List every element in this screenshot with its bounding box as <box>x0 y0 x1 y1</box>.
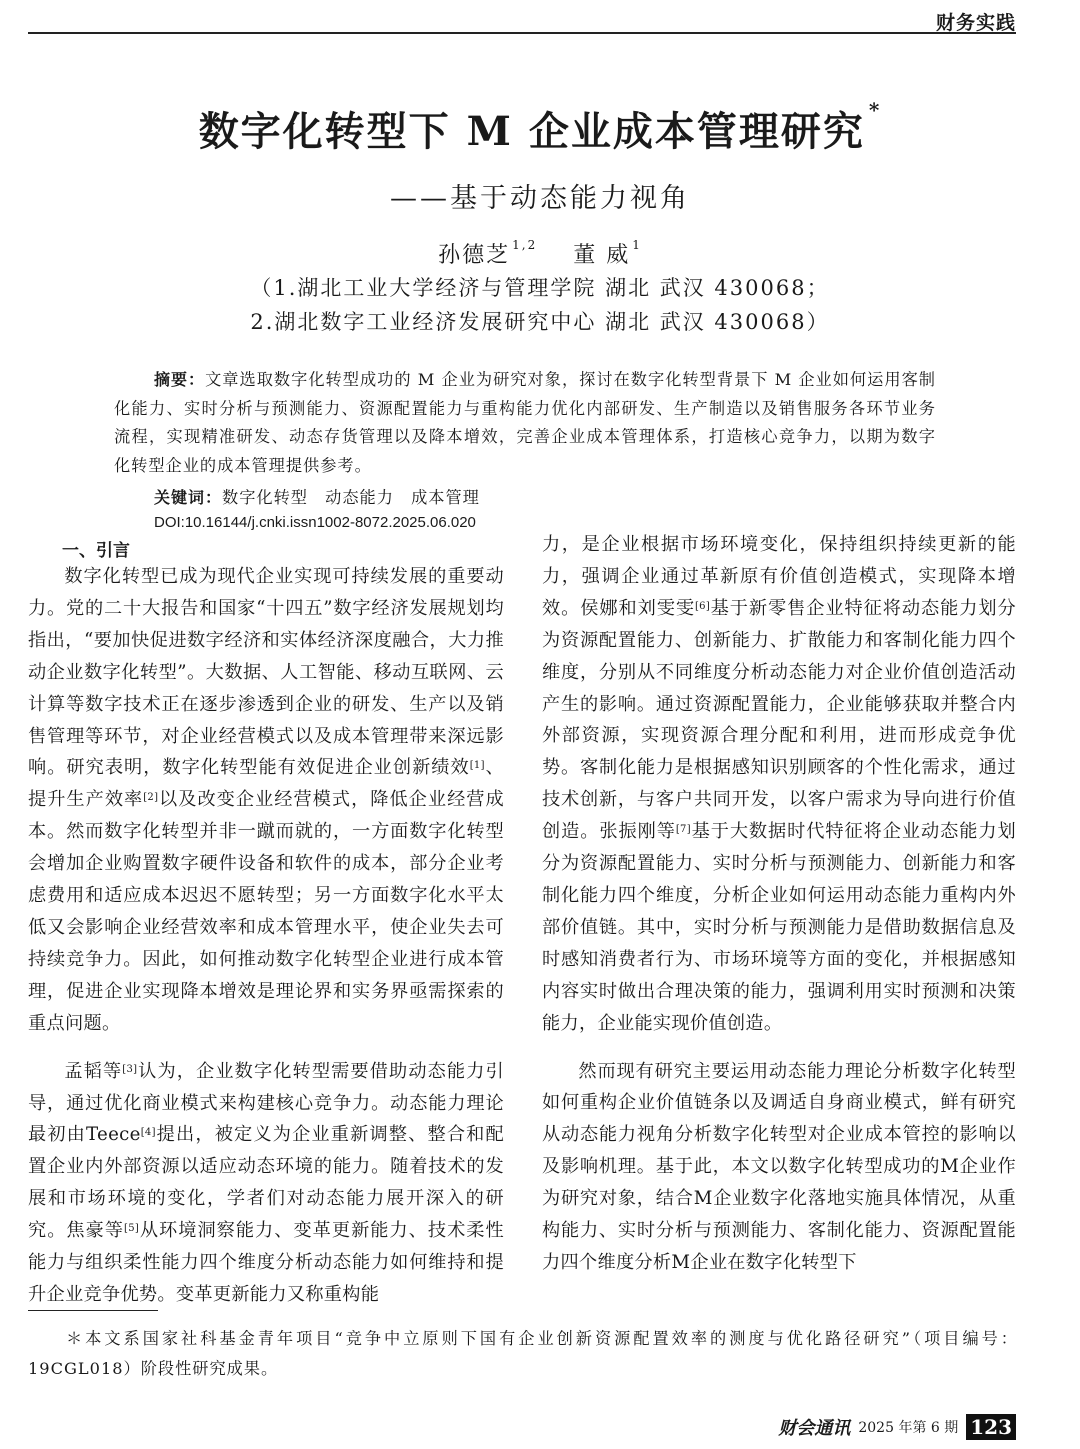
citation-mark: [2] <box>143 792 159 804</box>
keywords-label: 关键词： <box>154 488 223 507</box>
affiliation-1: （1.湖北工业大学经济与管理学院 湖北 武汉 430068； <box>250 276 830 300</box>
page-footer <box>778 1414 1016 1440</box>
footnote: ＊本文系国家社科基金青年项目“竞争中立原则下国有企业创新资源配置效率的测度与优化路径研究”（项目编号：19CGL018）阶段性研究成果。 <box>28 1329 1018 1378</box>
title-text: 数字化转型下 M 企业成本管理研究 <box>198 108 865 155</box>
journal-name: 财会通讯 <box>778 1418 851 1439</box>
author-name: 董 威 <box>573 243 631 268</box>
text-run: 、提升生产效率 <box>28 757 504 811</box>
text-run: 以及改变企业经营模式，降低企业经营成本。然而数字化转型并非一蹴而就的，一方面数字化转型会增加企业购置数字硬件设备和软件的成本，部分企业考虑费用和适应成本迟迟不愿转型；另一方面数字化水平太低又会影响企业经营效率和成本管理水平，使企业失去可持续竞争力。因此，如何推动数字化转型企业进行成本管理，促进企业实现降本增效是理论界和实务界亟需探索的重点问题。 <box>28 789 504 1034</box>
issue-info: 2025 年第 6 期 <box>858 1420 959 1436</box>
body-column-left <box>28 561 504 1311</box>
text-run: 从环境洞察能力、变革更新能力、技术柔性能力与组织柔性能力四个维度分析动态能力如何维持和提升企业竞争优势。变革更新能力又称重构能 <box>28 1220 504 1305</box>
citation-mark: [6] <box>694 600 711 612</box>
text-run: 基于大数据时代特征将企业动态能力划分为资源配置能力、实时分析与预测能力、创新能力和客制化能力四个维度，分析企业如何运用动态能力重构内外部价值链。其中，实时分析与预测能力是借助数据信息及时感知消费者行为、市场环境等方面的变化，并根据感知内容实时做出合理决策的能力，强调利用实时预测和决策能力，企业能实现价值创造。 <box>542 821 1016 1034</box>
citation-mark: [7] <box>675 824 691 836</box>
paragraph: 然而现有研究主要运用动态能力理论分析数字化转型如何重构企业价值链条以及调适自身商业模式，鲜有研究从动态能力视角分析数字化转型对企业成本管控的影响以及影响机理。基于此，本文以数字化转型成功的M企业作为研究对象，结合M企业数字化落地实施具体情况，从重构能力、实时分析与预测能力、客制化能力、资源配置能力四个维度分析M企业在数字化转型下 <box>542 1060 1016 1273</box>
text-run: 数字化转型已成为现代企业实现可持续发展的重要动力。党的二十大报告和国家“十四五”数字经济发展规划均指出，“要加快促进数字经济和实体经济深度融合，大力推动企业数字化转型”。大数据、人工智能、移动互联网、云计算等数字技术正在逐步渗透到企业的研发、生产以及销售管理等环节，对企业经营模式以及成本管理带来深远影响。研究表明，数字化转型能有效促进企业创新绩效 <box>28 566 504 779</box>
keywords-text: 数字化转型 动态能力 成本管理 <box>222 488 480 507</box>
abstract <box>114 366 936 480</box>
author-name: 孙德芝 <box>438 243 511 268</box>
text-run: 提出，被定义为企业重新调整、整合和配置企业内外部资源以适应动态环境的能力。随着技术的发展和市场环境的变化，学者们对动态能力展开深入的研究。焦豪等 <box>28 1124 504 1242</box>
author-line <box>0 238 1080 269</box>
keywords <box>154 484 480 508</box>
footnote-rule <box>28 1310 158 1311</box>
text-run: 力，是企业根据市场环境变化，保持组织持续更新的能力，强调企业通过革新原有价值创造模式，实现降本增效。侯娜和刘雯雯 <box>542 534 1016 619</box>
body-column-right <box>542 529 1016 1279</box>
article-title <box>0 100 1080 157</box>
title-footnote-mark: * <box>868 98 882 122</box>
header-rule <box>28 32 1016 34</box>
citation-mark: [5] <box>124 1223 140 1235</box>
author-affiliation-mark: 1,2 <box>512 238 538 252</box>
text-run: 孟韬等 <box>64 1060 123 1082</box>
abstract-text: 文章选取数字化转型成功的 M 企业为研究对象，探讨在数字化转型背景下 M 企业如何运用客制化能力、实时分析与预测能力、资源配置能力与重构能力优化内部研发、生产制造以及销售服务各环节业务流程，实现精准研发、动态存货管理以及降本增效，完善企业成本管理体系，打造核心竞争力，以期为数字化转型企业的成本管理提供参考。 <box>114 370 936 475</box>
page-number: 123 <box>966 1414 1016 1440</box>
citation-mark: [4] <box>140 1127 156 1139</box>
article-subtitle: ——基于动态能力视角 <box>390 183 690 214</box>
citation-mark: [3] <box>122 1063 138 1075</box>
section-heading: 一、引言 <box>62 541 130 561</box>
text-run: 认为，企业数字化转型需要借助动态能力引导，通过优化商业模式来构建核心竞争力。动态能力理论最初由Teece <box>28 1060 504 1146</box>
citation-mark: [1] <box>469 760 485 772</box>
paragraph <box>542 529 1016 1040</box>
paragraph <box>28 1056 504 1311</box>
doi: DOI:10.16144/j.cnki.issn1002-8072.2025.06.020 <box>154 514 476 531</box>
abstract-label: 摘要： <box>154 370 206 389</box>
author-affiliation-mark: 1 <box>632 238 642 252</box>
journal-section-header: 财务实践 <box>935 12 1016 34</box>
text-run: 基于新零售企业特征将动态能力划分为资源配置能力、创新能力、扩散能力和客制化能力四个维度，分别从不同维度分析动态能力对企业价值创造活动产生的影响。通过资源配置能力，企业能够获取并整合内外部资源，实现资源合理分配和利用，进而形成竞争优势。客制化能力是根据感知识别顾客的个性化需求，通过技术创新，与客户共同开发，以客户需求为导向进行价值创造。张振刚等 <box>542 597 1016 843</box>
paragraph <box>28 561 504 1040</box>
affiliation-2: 2.湖北数字工业经济发展研究中心 湖北 武汉 430068） <box>250 310 830 334</box>
